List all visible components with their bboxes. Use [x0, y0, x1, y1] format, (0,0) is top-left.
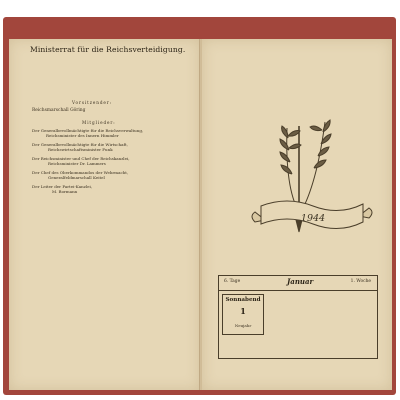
week-label: 1. Woche [350, 279, 371, 284]
day-note: Neujahr [234, 323, 252, 328]
chair-heading: Vorsitzender: [72, 100, 112, 105]
member-4-name: Generalfeldmarschall Keitel [48, 175, 105, 180]
member-1-name: Reichsminister des Innern Himmler [46, 133, 119, 138]
calendar-header [219, 276, 377, 291]
member-1-role: Der Generalbevollmächtigte für die Reichsverwaltung, [32, 128, 144, 133]
day-name: Sonnabend [225, 297, 261, 303]
laurel-sword-emblem-icon [247, 108, 377, 248]
page-title: Ministerrat für die Reichsverteidigung. [30, 45, 186, 54]
member-3-name: Reichsminister Dr. Lammers [48, 161, 106, 166]
day-number: 1 [240, 306, 246, 316]
year-label: 1944 [300, 213, 326, 224]
left-page [9, 39, 200, 390]
month-label: Januar [287, 277, 314, 286]
day-cell [222, 294, 264, 335]
calendar-box [218, 275, 378, 359]
member-4-role: Der Chef des Oberkommandos der Wehrmacht, [32, 170, 129, 175]
member-3-role: Der Reichsminister und Chef der Reichskanzlei, [32, 156, 130, 161]
day-count-label: 6. Tage [224, 279, 241, 284]
member-5-name: M. Bormann [52, 189, 78, 194]
member-5-role: Der Leiter der Partei-Kanzlei, [32, 184, 92, 189]
members-heading: Mitglieder: [82, 120, 116, 125]
chair-name: Reichsmarschall Göring [32, 108, 86, 113]
member-2-role: Der Generalbevollmächtigte für die Wirtschaft, [32, 142, 128, 147]
member-2-name: Reichswirtschaftsminister Funk [48, 147, 113, 152]
